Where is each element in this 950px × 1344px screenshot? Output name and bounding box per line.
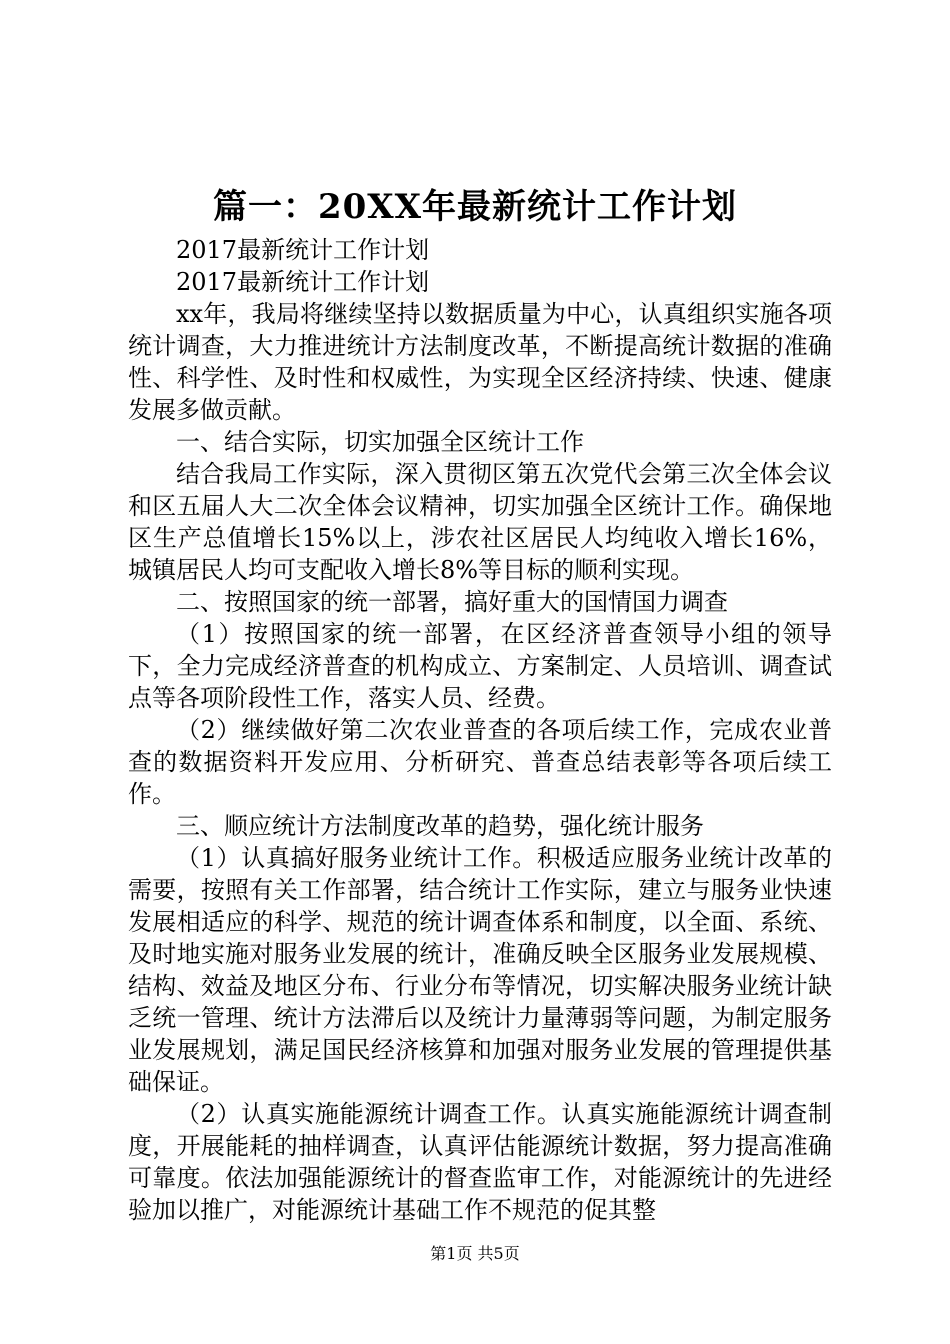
paragraph-section-2-item-2: （2）继续做好第二次农业普查的各项后续工作，完成农业普查的数据资料开发应用、分析研究、普查总结表彰等各项后续工作。: [128, 716, 832, 808]
paragraph-subtitle-2: 2017最新统计工作计划: [176, 268, 430, 296]
paragraph-section-2-item-1: （1）按照国家的统一部署，在区经济普查领导小组的领导下，全力完成经济普查的机构成立、方案制定、人员培训、调查试点等各项阶段性工作，落实人员、经费。: [128, 620, 832, 712]
paragraph-intro: xx年，我局将继续坚持以数据质量为中心，认真组织实施各项统计调查，大力推进统计方法制度改革，不断提高统计数据的准确性、科学性、及时性和权威性，为实现全区经济持续、快速、健康发展多做贡献。: [128, 300, 832, 424]
section-heading-1: 一、结合实际，切实加强全区统计工作: [176, 428, 584, 456]
paragraph-subtitle-1: 2017最新统计工作计划: [176, 236, 430, 264]
section-heading-3: 三、顺应统计方法制度改革的趋势，强化统计服务: [176, 812, 704, 840]
document-body: [128, 234, 832, 1226]
paragraph-section-1: 结合我局工作实际，深入贯彻区第五次党代会第三次全体会议和区五届人大二次全体会议精神，切实加强全区统计工作。确保地区生产总值增长15%以上，涉农社区居民人均纯收入增长16%，城镇居民人均可支配收入增长8%等目标的顺利实现。: [128, 460, 832, 584]
page-footer: 第1页 共5页: [430, 1244, 520, 1263]
section-heading-2: 二、按照国家的统一部署，搞好重大的国情国力调查: [176, 588, 728, 616]
document-title: 篇一：20XX年最新统计工作计划: [212, 187, 738, 227]
paragraph-section-3-item-1: （1）认真搞好服务业统计工作。积极适应服务业统计改革的需要，按照有关工作部署，结合统计工作实际，建立与服务业快速发展相适应的科学、规范的统计调查体系和制度，以全面、系统、及时地实施对服务业发展的统计，准确反映全区服务业发展规模、结构、效益及地区分布、行业分布等情况，切实解决服务业统计缺乏统一管理、统计方法滞后以及统计力量薄弱等问题，为制定服务业发展规划，满足国民经济核算和加强对服务业发展的管理提供基础保证。: [128, 844, 832, 1096]
paragraph-section-3-item-2: （2）认真实施能源统计调查工作。认真实施能源统计调查制度，开展能耗的抽样调查，认真评估能源统计数据，努力提高准确可靠度。依法加强能源统计的督查监审工作，对能源统计的先进经验加以推广，对能源统计基础工作不规范的促其整: [128, 1100, 832, 1224]
